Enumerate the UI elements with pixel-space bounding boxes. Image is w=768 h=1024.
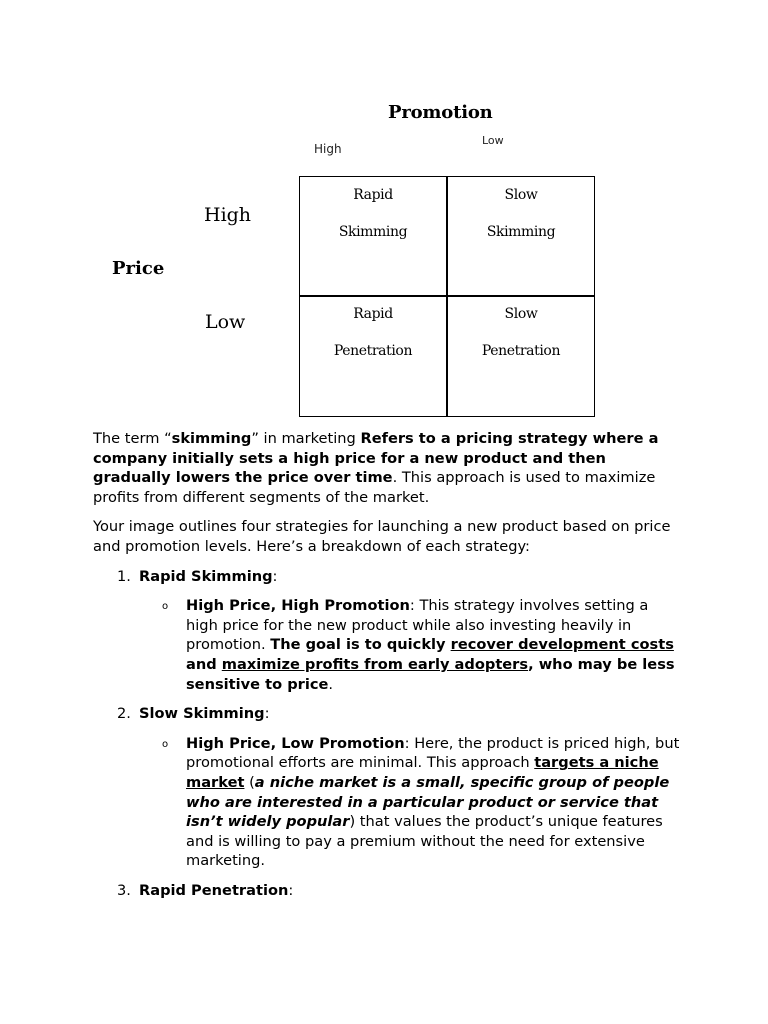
column-label-high: High <box>314 142 342 156</box>
sub-bullet-text: ( <box>244 773 255 791</box>
intro-text: . This approach is used to maximize profits from different segments of the market. <box>93 469 656 506</box>
list-item-colon: : <box>264 705 270 723</box>
list-item-title: Rapid Skimming <box>139 567 273 585</box>
sub-bullet-emphasis: , who may be less sensitive to price <box>186 655 675 693</box>
cell-line: Skimming <box>338 224 408 240</box>
list-item-colon: : <box>288 881 294 899</box>
list-item-colon: : <box>272 567 278 585</box>
list-number: 3. <box>117 881 131 899</box>
strategy-matrix-figure <box>0 0 768 425</box>
intro-text: The term “ <box>93 430 172 447</box>
cell-rapid-skimming <box>300 177 446 251</box>
sub-bullet-text: : Here, the product is priced high, but promotional efforts are minimal. This approach <box>186 734 680 772</box>
document-body <box>93 429 683 910</box>
row-axis-label-price: Price <box>112 258 165 279</box>
bullet-marker: o <box>162 601 169 613</box>
row-label-low: Low <box>205 311 246 333</box>
cell-slow-skimming <box>448 177 594 251</box>
matrix-grid <box>299 176 595 417</box>
list-number: 2. <box>117 705 131 723</box>
cell-line: Skimming <box>486 224 556 240</box>
row-label-high: High <box>204 204 252 226</box>
intro-term: skimming <box>171 430 252 447</box>
intro-paragraph <box>93 429 683 507</box>
cell-line: Rapid <box>353 187 393 203</box>
list-item-title: Slow Skimming <box>139 705 265 723</box>
sub-bullet-text: . <box>328 675 334 693</box>
sub-bullet-text: : This strategy involves setting a high price for the new product while also investing heavily in promotion. <box>186 597 649 654</box>
sub-bullet-underlined: recover development costs <box>450 636 674 654</box>
list-number: 1. <box>117 567 131 585</box>
cell-line: Rapid <box>353 306 393 322</box>
sub-bullet-text: ) that values the product’s unique features and is willing to pay a premium without the need for extensive marketing. <box>186 813 663 870</box>
cell-rapid-penetration <box>300 296 446 370</box>
bullet-marker: o <box>162 738 169 750</box>
list-item-slow-skimming <box>93 704 683 724</box>
cell-line: Slow <box>504 187 538 203</box>
list-item-rapid-skimming <box>93 567 683 587</box>
lead-paragraph: Your image outlines four strategies for launching a new product based on price and promotion levels. Here’s a breakdown of each strategy: <box>93 518 671 555</box>
sub-bullet-heading: High Price, High Promotion <box>186 597 410 615</box>
intro-definition: Refers to a pricing strategy where a company initially sets a high price for a new product and then gradually lowers the price over time <box>93 430 659 487</box>
cell-line: Penetration <box>481 343 561 359</box>
cell-slow-penetration <box>448 296 594 370</box>
column-label-low: Low <box>482 134 504 147</box>
intro-text: ” in marketing <box>251 430 361 447</box>
sub-bullet-underlined: maximize profits from early adopters <box>221 655 529 673</box>
sub-bullet-high-price-high-promotion <box>93 596 683 694</box>
sub-bullet-emphasis: and <box>186 655 222 673</box>
sub-bullet-underlined: targets a niche market <box>186 754 659 791</box>
figure-title-promotion: Promotion <box>388 102 493 123</box>
cell-line: Penetration <box>333 343 413 359</box>
cell-line: Slow <box>504 306 538 322</box>
list-item-rapid-penetration <box>93 881 683 901</box>
sub-bullet-definition: a niche market is a small, specific group of people who are interested in a particular product or service that isn’t widely popular <box>186 773 670 831</box>
sub-bullet-emphasis: The goal is to quickly <box>270 636 451 654</box>
sub-bullet-heading: High Price, Low Promotion <box>186 734 405 752</box>
sub-bullet-high-price-low-promotion <box>93 734 683 871</box>
list-item-title: Rapid Penetration <box>139 881 289 899</box>
